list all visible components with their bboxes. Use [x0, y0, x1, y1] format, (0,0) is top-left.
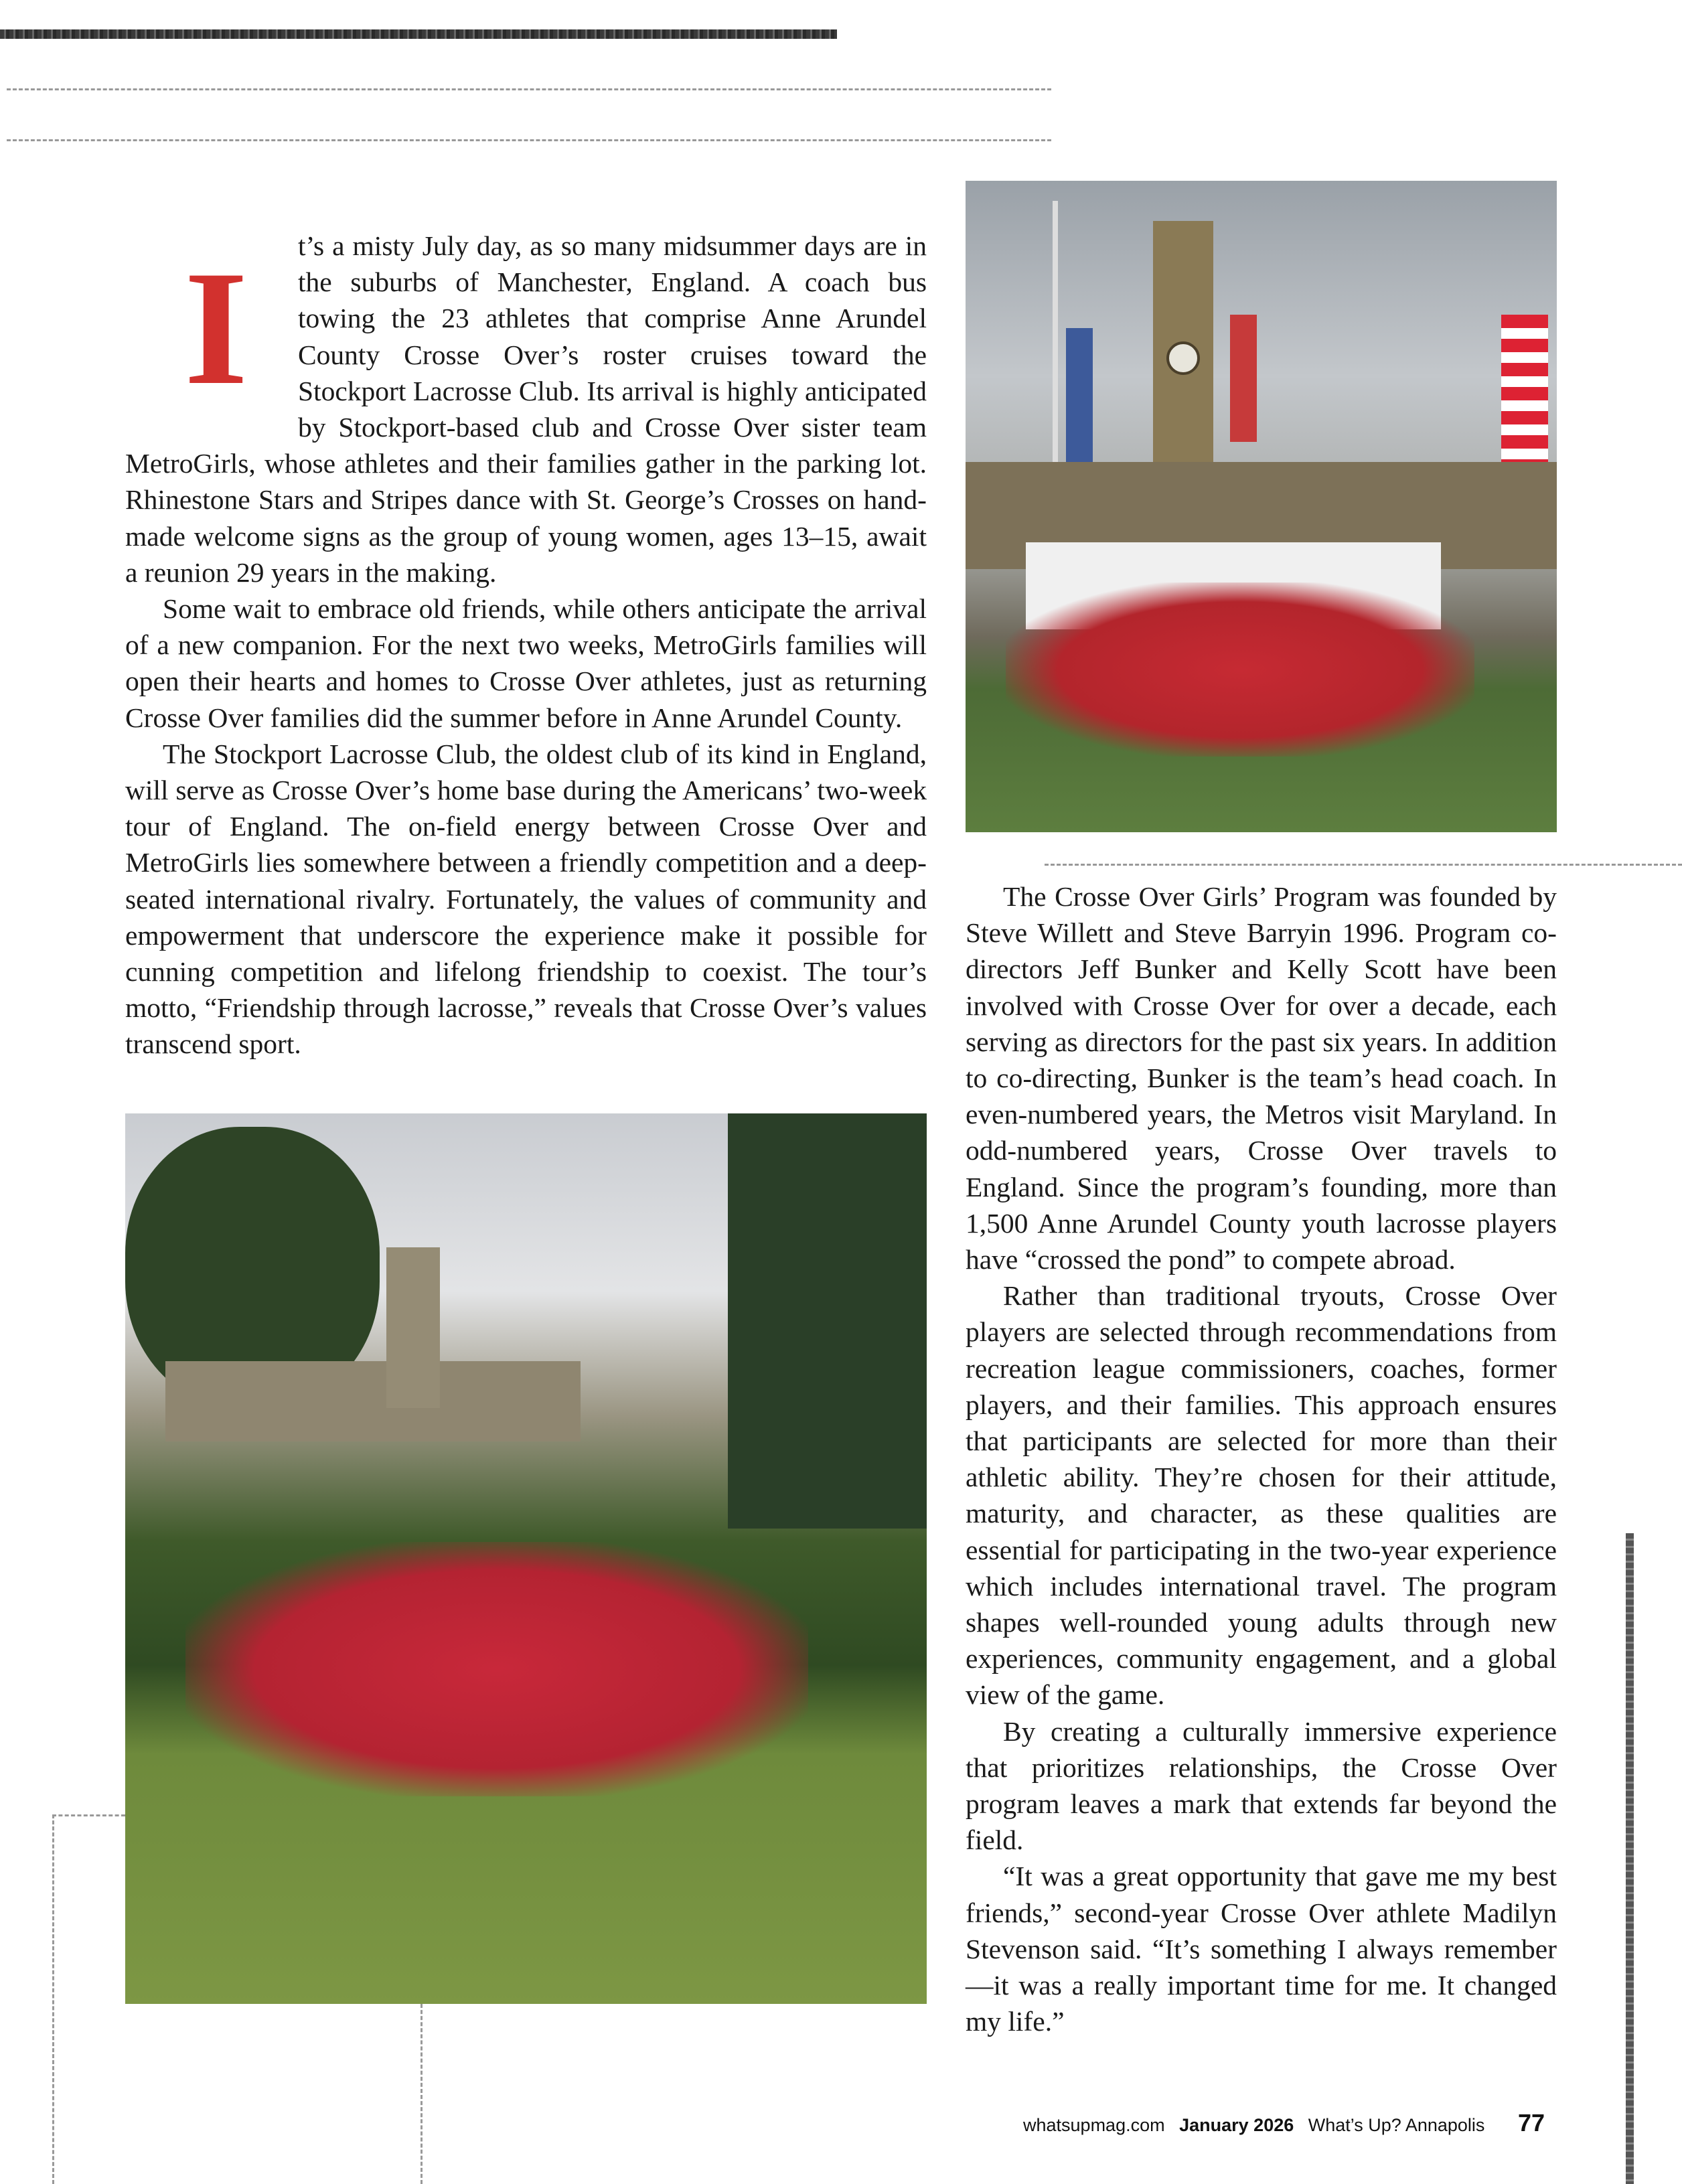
- flag: [1066, 328, 1093, 475]
- divider: [420, 2004, 423, 2184]
- flag: [1230, 315, 1257, 442]
- divider: [1045, 864, 1682, 866]
- paragraph: By creating a culturally immersive experience that prioritizes relationships, the Crosse Over program leaves a mark that extends far beyond the field.: [966, 1715, 1557, 1856]
- drop-cap: I: [184, 237, 248, 418]
- flag: [1501, 315, 1548, 482]
- footer-site: whatsupmag.com: [1023, 2115, 1165, 2135]
- footer-publication: What’s Up? Annapolis: [1308, 2115, 1485, 2135]
- footer-issue: January 2026: [1179, 2115, 1294, 2135]
- paragraph: “It was a great opportunity that gave me my best friends,” second-year Crosse Over athlete Madilyn Stevenson said. “It’s something I always remember—it was a really important time for me. It changed my life.”: [966, 1861, 1557, 2037]
- article-left-column: [125, 228, 927, 1063]
- tree: [728, 1113, 927, 1529]
- clock-face: [1166, 341, 1200, 375]
- article-right-column: [966, 878, 1557, 2040]
- decorative-side-bar: [1626, 1533, 1634, 2184]
- divider: [7, 139, 1051, 141]
- divider: [52, 1814, 125, 1816]
- page-footer: [1023, 2109, 1554, 2137]
- decorative-top-bar: [0, 29, 837, 39]
- paragraph: The Crosse Over Girls’ Program was founded by Steve Willett and Steve Barryin 1996. Program co-directors Jeff Bunker and Kelly Scott have been involved with Crosse Over for over a decade, each serving as directors for the past six years. In addition to co-directing, Bunker is the team’s head coach. In even-numbered years, the Metros visit Maryland. In odd-numbered years, Crosse Over travels to England. Since the program’s founding, more than 1,500 Anne Arundel County youth lacrosse players have “crossed the pond” to compete abroad.: [966, 881, 1557, 1275]
- team-group: [1006, 582, 1474, 757]
- paragraph: Rather than traditional tryouts, Crosse Over players are selected through recommendations from recreation league commissioners, coaches, former players, and their families. This approach ensures that participants are selected for more than their athletic ability. They’re chosen for their attitude, maturity, and character, as these qualities are essential for participating in the two-year experience which includes international travel. The program shapes well-rounded young adults through new experiences, community engagement, and a global view of the game.: [966, 1280, 1557, 1711]
- photo-big-ben-team: [966, 181, 1557, 832]
- divider: [7, 88, 1051, 90]
- photo-castle-team: [125, 1113, 927, 2004]
- paragraph: The Stockport Lacrosse Club, the oldest club of its kind in England, will serve as Crosse Over’s home base during the Americans’ two-week tour of England. The on-field energy between Crosse Over and MetroGirls lies somewhere between a friendly competition and a deep-seated international rivalry. Fortunately, the values of community and empowerment that underscore the experience make it possible for cunning competition and lifelong friendship to coexist. The tour’s motto, “Friendship through lacrosse,” reveals that Crosse Over’s values transcend sport.: [125, 738, 927, 1060]
- castle-tower: [386, 1247, 440, 1408]
- page-number: 77: [1517, 2109, 1545, 2136]
- divider: [52, 1814, 54, 2184]
- paragraph: t’s a misty July day, as so many midsummer days are in the suburbs of Manchester, England. A coach bus towing the 23 athletes that comprise Anne Arundel County Crosse Over’s roster cruises toward the Stockport Lacrosse Club. Its arrival is highly anticipated by Stockport-based club and Crosse Over sister team MetroGirls, whose athletes and their families gather in the parking lot. Rhinestone Stars and Stripes dance with St. George’s Crosses on hand-made welcome signs as the group of young women, ages 13–15, await a reunion 29 years in the making.: [125, 230, 927, 588]
- castle-wall: [165, 1361, 581, 1441]
- team-group: [185, 1542, 808, 1796]
- paragraph: Some wait to embrace old friends, while others anticipate the arrival of a new companion. For the next two weeks, MetroGirls families will open their hearts and homes to Crosse Over athletes, just as returning Crosse Over families did the summer before in Anne Arundel County.: [125, 593, 927, 733]
